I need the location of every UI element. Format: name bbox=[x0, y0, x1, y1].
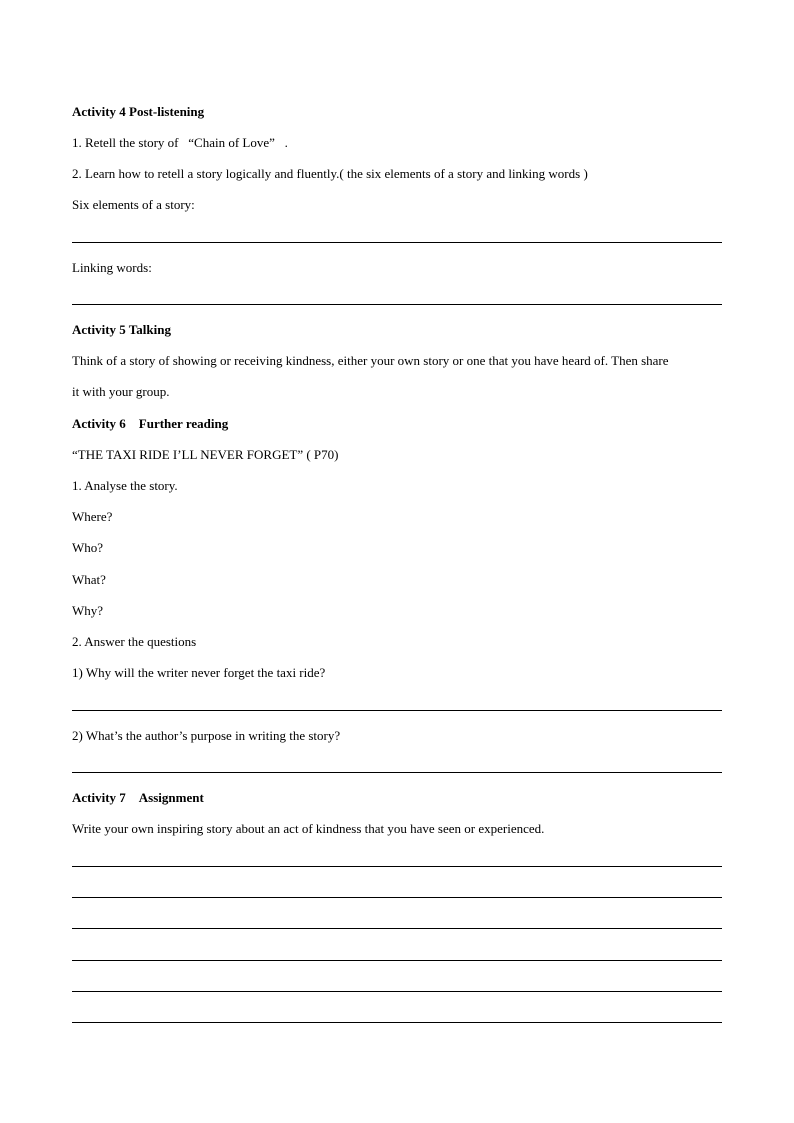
assignment-writing-line[interactable] bbox=[72, 1022, 722, 1023]
assignment-writing-line[interactable] bbox=[72, 991, 722, 992]
prompt-what: What? bbox=[72, 572, 106, 587]
answer-questions-label: 2. Answer the questions bbox=[72, 634, 197, 649]
question2-answer-line[interactable] bbox=[72, 772, 722, 773]
activity4-item1: 1. Retell the story of “Chain of Love” . bbox=[72, 135, 288, 150]
six-elements-answer-line[interactable] bbox=[72, 242, 722, 243]
analyse-label: 1. Analyse the story. bbox=[72, 478, 178, 493]
prompt-why: Why? bbox=[72, 603, 104, 618]
linking-words-answer-line[interactable] bbox=[72, 304, 722, 305]
activity5-text-line1: Think of a story of showing or receiving kindness, either your own story or one that you have heard of. Then share bbox=[72, 353, 669, 368]
activity6-reference: “THE TAXI RIDE I’LL NEVER FORGET” ( P70) bbox=[72, 447, 339, 462]
activity6-heading: Activity 6 Further reading bbox=[72, 416, 229, 431]
assignment-writing-line[interactable] bbox=[72, 897, 722, 898]
activity4-heading: Activity 4 Post-listening bbox=[72, 104, 205, 119]
linking-words-label: Linking words: bbox=[72, 260, 152, 275]
activity4-item2: 2. Learn how to retell a story logically and fluently.( the six elements of a story and linking words ) bbox=[72, 166, 588, 181]
assignment-writing-line[interactable] bbox=[72, 928, 722, 929]
prompt-where: Where? bbox=[72, 509, 113, 524]
activity7-heading: Activity 7 Assignment bbox=[72, 790, 204, 805]
question1-answer-line[interactable] bbox=[72, 710, 722, 711]
prompt-who: Who? bbox=[72, 540, 104, 555]
question2: 2) What’s the author’s purpose in writing the story? bbox=[72, 728, 341, 743]
question1: 1) Why will the writer never forget the taxi ride? bbox=[72, 665, 326, 680]
six-elements-label: Six elements of a story: bbox=[72, 197, 195, 212]
activity7-instruction: Write your own inspiring story about an act of kindness that you have seen or experienced. bbox=[72, 821, 545, 836]
assignment-writing-line[interactable] bbox=[72, 960, 722, 961]
assignment-writing-line[interactable] bbox=[72, 866, 722, 867]
activity5-heading: Activity 5 Talking bbox=[72, 322, 171, 337]
activity5-text-line2: it with your group. bbox=[72, 384, 170, 399]
